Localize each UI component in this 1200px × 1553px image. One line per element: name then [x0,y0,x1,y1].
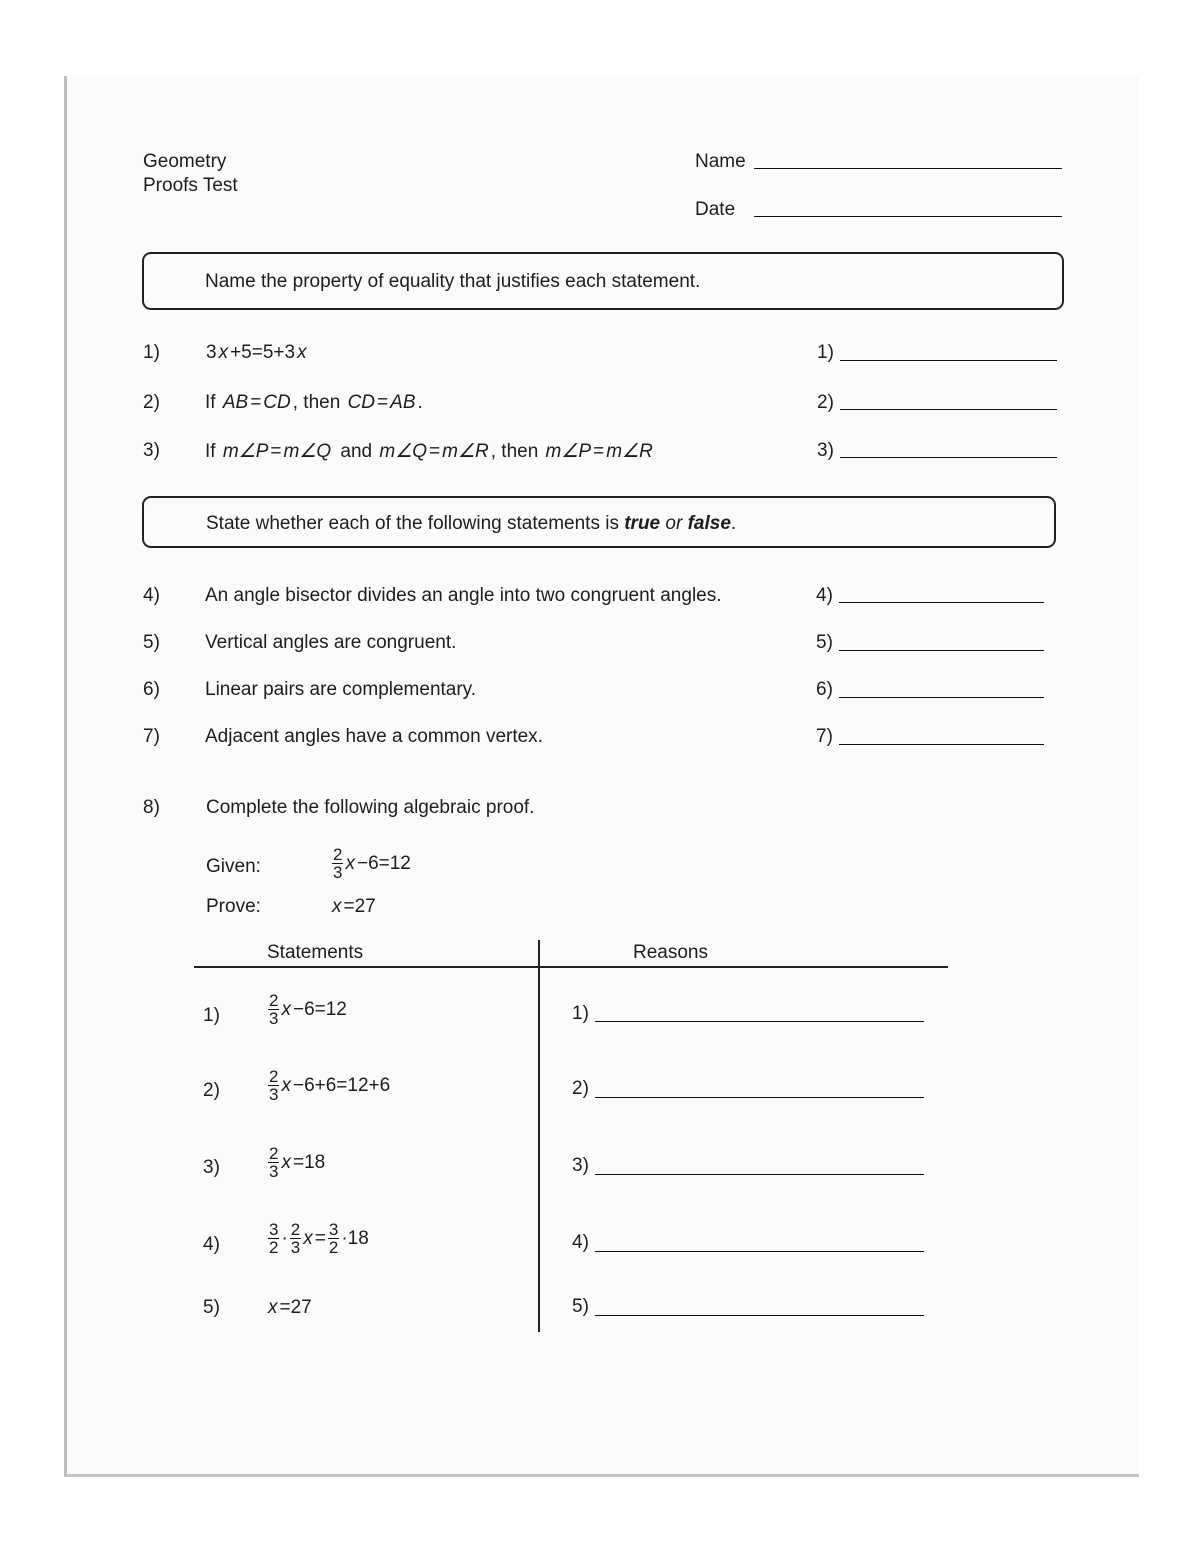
question-6-text: Linear pairs are complementary. [205,679,477,700]
answer-label: 5) [816,632,833,653]
question-2-statement: If AB = CD , then CD = AB . [205,392,423,413]
and-word: and [340,440,373,462]
if-word: If [205,392,216,413]
statement-3: $\frac{2}{3}$ x =18 [269,1144,326,1181]
question-3-statement: If m∠P = m∠Q and m∠Q = m∠R , then m∠P = m∠R [205,440,653,462]
answer-label: 2) [817,392,834,413]
answer-field-6[interactable] [839,697,1044,698]
table-header-rule [194,966,948,968]
question-number: 3) [143,440,160,461]
reason-label: 1) [572,1003,589,1024]
answer-field-1[interactable] [840,360,1057,361]
answer-field-7[interactable] [839,744,1044,745]
instruction-1: Name the property of equality that justifies each statement. [205,271,701,292]
statement-2: $\frac{2}{3}$ x −6+6=12+6 [269,1067,391,1104]
statement-number: 4) [203,1234,220,1255]
statement-number: 2) [203,1080,220,1101]
statements-header: Statements [267,942,364,963]
question-number: 6) [143,679,160,700]
test-title: Proofs Test [143,175,238,196]
answer-label: 4) [816,585,833,606]
answer-field-4[interactable] [839,602,1044,603]
answer-label: 3) [817,440,834,461]
question-number: 4) [143,585,160,606]
reason-field-3[interactable] [595,1174,924,1175]
answer-label: 1) [817,342,834,363]
question-number: 7) [143,726,160,747]
prove-expression: x =27 [332,896,376,917]
name-label: Name [695,151,746,172]
reason-label: 4) [572,1232,589,1253]
reason-label: 5) [572,1296,589,1317]
statement-number: 3) [203,1157,220,1178]
given-expression: $\frac{2}{3}$ x −6=12 [333,845,411,882]
prove-label: Prove: [206,896,261,917]
statement-number: 1) [203,1005,220,1026]
then-word: , then [490,440,539,462]
name-field[interactable] [754,168,1062,169]
if-word: If [205,440,216,462]
date-field[interactable] [754,216,1062,217]
question-number: 1) [143,342,160,363]
answer-field-2[interactable] [840,409,1057,410]
reason-field-5[interactable] [595,1315,924,1316]
question-4-text: An angle bisector divides an angle into two congruent angles. [205,585,722,606]
question-7-text: Adjacent angles have a common vertex. [205,726,543,747]
answer-field-3[interactable] [840,457,1057,458]
then-word: , then [292,392,341,413]
reason-label: 3) [572,1155,589,1176]
proof-instruction: Complete the following algebraic proof. [206,797,535,818]
answer-field-5[interactable] [839,650,1044,651]
question-5-text: Vertical angles are congruent. [205,632,457,653]
reason-field-4[interactable] [595,1251,924,1252]
reason-label: 2) [572,1078,589,1099]
statement-4: $\frac{3}{2}$ · $\frac{2}{3}$ x = $\frac{3}{2}$ ·18 [269,1220,369,1257]
table-divider [538,940,540,1332]
question-number: 8) [143,797,160,818]
date-label: Date [695,199,736,220]
statement-number: 5) [203,1297,220,1318]
instruction-2: State whether each of the following statements is true or false. [206,513,737,534]
answer-label: 6) [816,679,833,700]
question-number: 2) [143,392,160,413]
statement-5: x =27 [268,1297,312,1318]
given-label: Given: [206,856,261,877]
question-1-statement: 3 x +5=5+3 x [206,342,307,363]
reasons-header: Reasons [633,942,708,963]
subject-title: Geometry [143,151,227,172]
question-number: 5) [143,632,160,653]
statement-1: $\frac{2}{3}$ x −6=12 [269,991,347,1028]
reason-field-2[interactable] [595,1097,924,1098]
reason-field-1[interactable] [595,1021,924,1022]
answer-label: 7) [816,726,833,747]
